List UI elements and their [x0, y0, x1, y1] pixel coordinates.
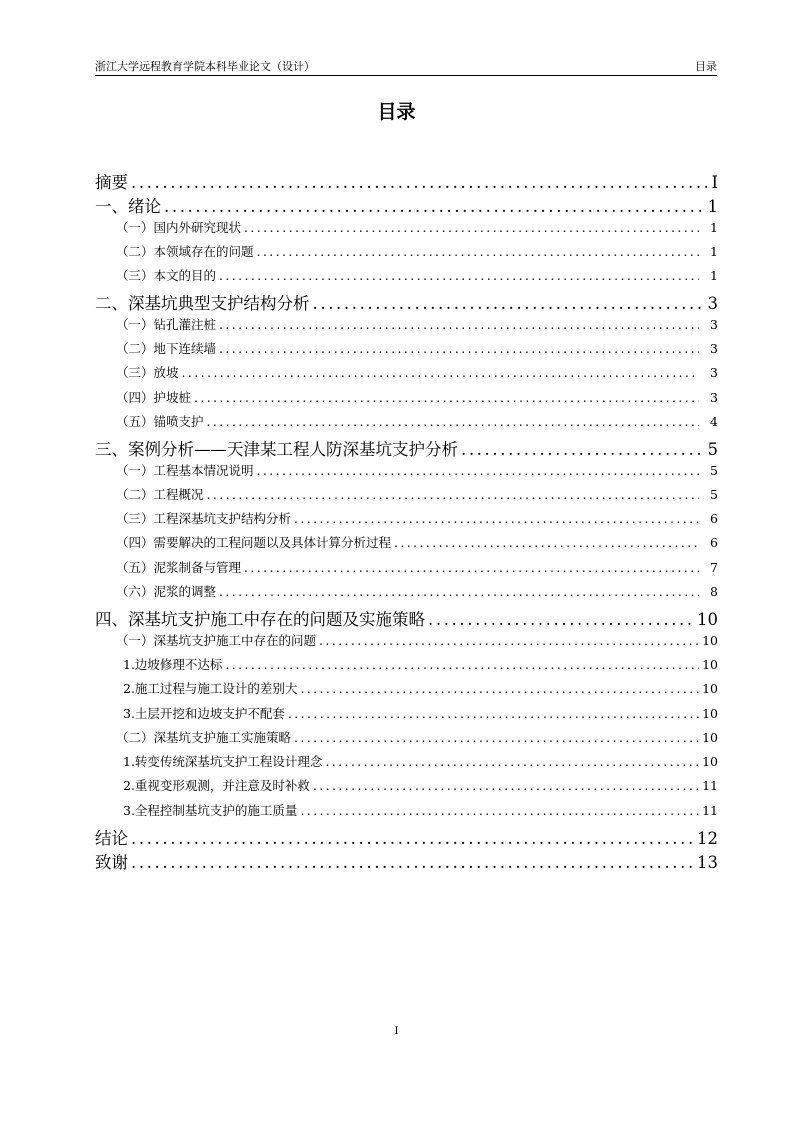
toc-entry-label: （三）放坡: [116, 365, 179, 381]
toc-dot-leader: [300, 681, 699, 696]
toc-dot-leader: [219, 341, 699, 356]
toc-entry-page: 1: [710, 243, 718, 259]
page-number: I: [394, 1026, 399, 1037]
toc-dot-leader: [257, 463, 699, 478]
toc-dot-leader: [319, 633, 699, 648]
toc-entry-page: 1: [707, 197, 718, 217]
toc-entry-page: 10: [702, 754, 718, 770]
toc-entry-page: 12: [697, 829, 718, 849]
toc-entry-page: 3: [710, 341, 718, 357]
toc-entry-page: 6: [710, 511, 718, 527]
toc-entry-page: 10: [697, 610, 718, 630]
toc-entry-label: 3.全程控制基坑支护的施工质量: [123, 802, 298, 818]
toc-entry-label: 2.重视变形观测，并注意及时补救: [123, 778, 310, 794]
toc-entry-label: （五）泥浆制备与管理: [116, 559, 242, 575]
toc-entry-page: 11: [702, 778, 718, 794]
toc-dot-leader: [461, 440, 705, 459]
toc-entry-page: 5: [710, 462, 718, 478]
toc-entry[interactable]: [95, 266, 718, 290]
toc-entry-page: 3: [707, 294, 718, 314]
toc-entry[interactable]: [95, 290, 718, 314]
toc-dot-leader: [294, 730, 699, 745]
toc-entry-page: 3: [710, 365, 718, 381]
toc-entry-page: 10: [702, 729, 718, 745]
toc-entry[interactable]: [95, 339, 718, 363]
toc-entry-page: 3: [710, 389, 718, 405]
toc-entry[interactable]: [95, 582, 718, 606]
toc-entry-label: （三）本文的目的: [116, 268, 217, 284]
toc-entry[interactable]: [95, 752, 718, 776]
toc-entry-label: 摘要: [95, 173, 128, 192]
toc-dot-leader: [219, 317, 699, 332]
toc-entry-label: 1.边坡修理不达标: [123, 656, 223, 672]
toc-entry[interactable]: [95, 704, 718, 728]
toc-entry[interactable]: [95, 679, 718, 703]
toc-entry-label: 三、案例分析——天津某工程人防深基坑支护分析: [95, 440, 458, 460]
toc-dot-leader: [207, 414, 699, 429]
toc-entry-page: 10: [702, 632, 718, 648]
toc-dot-leader: [394, 535, 699, 550]
table-of-contents: [95, 169, 718, 874]
toc-dot-leader: [313, 294, 705, 313]
toc-entry-page: 4: [710, 413, 718, 429]
toc-entry[interactable]: [95, 533, 718, 557]
toc-entry[interactable]: [95, 801, 718, 825]
toc-entry-label: 3.土层开挖和边坡支护不配套: [123, 705, 285, 721]
toc-entry-label: （四）需要解决的工程问题以及具体计算分析过程: [116, 535, 392, 551]
toc-entry-page: 6: [710, 535, 718, 551]
toc-entry-label: 致谢: [95, 853, 128, 873]
toc-entry[interactable]: [95, 825, 718, 849]
toc-entry-page: 10: [702, 656, 718, 672]
toc-dot-leader: [164, 197, 705, 216]
toc-dot-leader: [257, 244, 699, 259]
header-section-name: 目录: [695, 60, 717, 73]
toc-entry-label: （一）国内外研究现状: [116, 219, 242, 235]
toc-entry[interactable]: [95, 242, 718, 266]
header-thesis-title: 浙江大学远程教育学院本科毕业论文（设计）: [95, 60, 315, 73]
toc-entry-label: （三）工程深基坑支护结构分析: [116, 511, 292, 527]
toc-dot-leader: [131, 829, 694, 848]
toc-dot-leader: [294, 511, 699, 526]
toc-dot-leader: [219, 268, 699, 283]
toc-entry-page: 1: [710, 268, 718, 284]
toc-entry-page: 1: [710, 219, 718, 235]
toc-dot-leader: [428, 610, 694, 629]
toc-entry[interactable]: [95, 509, 718, 533]
toc-entry[interactable]: [95, 218, 718, 242]
page-title: 目录: [377, 101, 416, 123]
toc-entry-page: 8: [710, 584, 718, 600]
toc-entry[interactable]: [95, 728, 718, 752]
toc-entry-page: 5: [707, 440, 718, 460]
toc-entry[interactable]: [95, 388, 718, 412]
toc-entry-label: 二、深基坑典型支护结构分析: [95, 294, 310, 314]
toc-dot-leader: [207, 487, 699, 502]
toc-entry-label: 2.施工过程与施工设计的差别大: [123, 681, 298, 697]
toc-entry-label: （一）工程基本情况说明: [116, 462, 254, 478]
toc-entry[interactable]: [95, 461, 718, 485]
toc-entry-label: （二）工程概况: [116, 486, 204, 502]
toc-dot-leader: [182, 365, 699, 380]
toc-entry-label: （四）护坡桩: [116, 389, 192, 405]
toc-dot-leader: [288, 706, 699, 721]
toc-entry-label: （一）钻孔灌注桩: [116, 316, 217, 332]
toc-entry[interactable]: [95, 776, 718, 800]
toc-entry[interactable]: [95, 631, 718, 655]
toc-entry-label: （二）地下连续墙: [116, 341, 217, 357]
toc-dot-leader: [194, 390, 699, 405]
toc-dot-leader: [225, 657, 699, 672]
toc-entry-label: 一、绪论: [95, 197, 161, 217]
toc-entry-label: 四、深基坑支护施工中存在的问题及实施策略: [95, 610, 425, 630]
toc-entry[interactable]: [95, 436, 718, 460]
toc-entry[interactable]: [95, 849, 718, 873]
toc-entry[interactable]: [95, 169, 718, 193]
toc-dot-leader: [244, 560, 699, 575]
toc-entry-page: 10: [702, 681, 718, 697]
toc-entry-page: I: [711, 173, 718, 192]
toc-dot-leader: [219, 584, 699, 599]
toc-entry-page: 7: [710, 559, 718, 575]
toc-dot-leader: [300, 803, 699, 818]
toc-entry-label: 结论: [95, 829, 128, 849]
toc-entry-label: （五）锚喷支护: [116, 413, 204, 429]
toc-entry-page: 11: [702, 802, 718, 818]
page-header: [95, 56, 717, 76]
toc-entry-page: 13: [697, 853, 718, 873]
toc-dot-leader: [131, 853, 694, 872]
toc-dot-leader: [313, 778, 699, 793]
toc-entry[interactable]: [95, 485, 718, 509]
toc-entry[interactable]: [95, 315, 718, 339]
toc-entry-page: 10: [702, 705, 718, 721]
toc-dot-leader: [131, 173, 708, 192]
toc-entry[interactable]: [95, 606, 718, 630]
toc-entry[interactable]: [95, 412, 718, 436]
toc-entry-label: （六）泥浆的调整: [116, 584, 217, 600]
toc-entry[interactable]: [95, 193, 718, 217]
toc-entry-label: 1.转变传统深基坑支护工程设计理念: [123, 754, 323, 770]
toc-entry[interactable]: [95, 655, 718, 679]
toc-entry[interactable]: [95, 363, 718, 387]
toc-entry[interactable]: [95, 558, 718, 582]
toc-entry-label: （二）本领域存在的问题: [116, 243, 254, 259]
toc-dot-leader: [325, 754, 699, 769]
toc-entry-label: （一）深基坑支护施工中存在的问题: [116, 632, 317, 648]
toc-entry-page: 5: [710, 486, 718, 502]
toc-entry-page: 3: [710, 316, 718, 332]
toc-entry-label: （二）深基坑支护施工实施策略: [116, 729, 292, 745]
toc-dot-leader: [244, 220, 699, 235]
